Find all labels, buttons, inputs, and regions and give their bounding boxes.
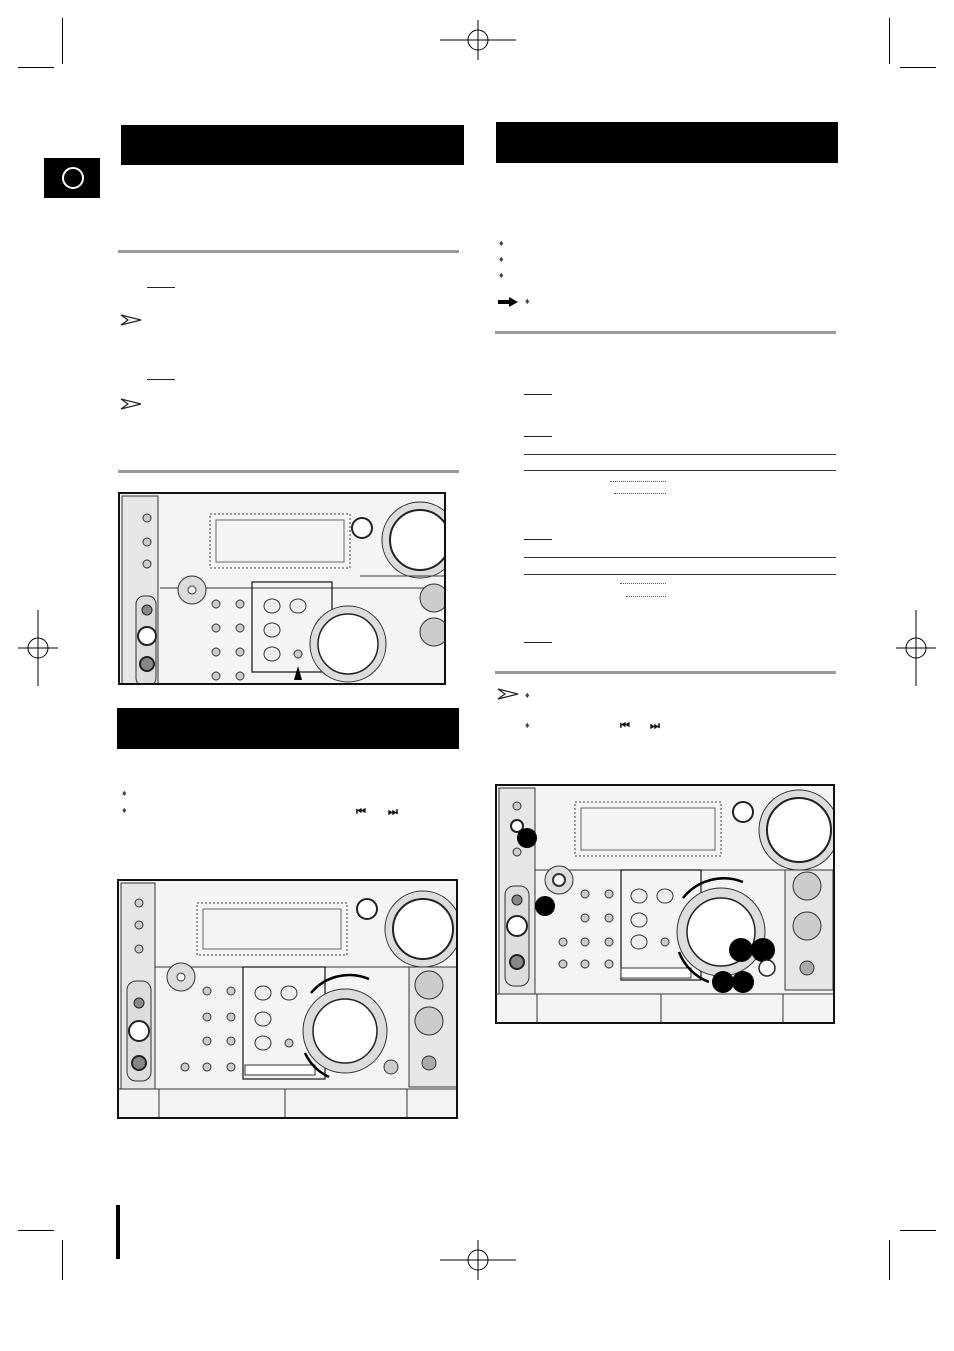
panel-drawing (120, 494, 446, 685)
diamond-icon: ♦ (122, 805, 127, 815)
crop-mark (889, 18, 890, 64)
panel-drawing (497, 786, 835, 1024)
diamond-icon: ♦ (525, 720, 530, 730)
diamond-icon: ♦ (499, 238, 504, 248)
dotted-leader (614, 493, 666, 494)
arrow-note-icon (120, 398, 142, 410)
table-rule (524, 574, 836, 575)
step-underline (147, 379, 175, 380)
crop-mark (62, 18, 63, 64)
skip-forward-icon: ⏭ (388, 806, 397, 818)
crop-mark (18, 1230, 54, 1231)
language-tab (44, 158, 100, 198)
registration-mark-bottom (440, 1240, 516, 1280)
skip-forward-icon: ⏭ (650, 720, 659, 732)
panel-drawing (119, 881, 458, 1119)
section-header-bar (117, 708, 459, 749)
crop-mark (889, 1240, 890, 1280)
section-divider (118, 470, 459, 473)
device-panel-illustration-3 (495, 784, 835, 1024)
table-rule (524, 557, 836, 558)
crop-mark (62, 1240, 63, 1280)
device-panel-illustration-1 (118, 492, 446, 685)
section-header-bar (121, 125, 464, 165)
diamond-icon: ♦ (525, 296, 530, 306)
step-underline (147, 287, 175, 288)
diamond-icon: ♦ (499, 270, 504, 280)
section-divider (495, 331, 836, 334)
section-header-bar (496, 122, 838, 163)
diamond-icon: ♦ (499, 254, 504, 264)
registration-mark-right (896, 610, 936, 686)
dotted-leader (610, 481, 666, 482)
dotted-leader (620, 583, 666, 584)
device-panel-illustration-2 (117, 879, 458, 1119)
diamond-icon: ♦ (122, 788, 127, 798)
skip-back-icon: ⏮ (620, 720, 629, 732)
step-underline (524, 539, 552, 540)
circle-icon (62, 167, 84, 189)
registration-mark-left (18, 610, 58, 686)
step-underline (524, 394, 552, 395)
skip-back-icon: ⏮ (356, 806, 365, 818)
crop-mark (18, 67, 54, 68)
pointing-hand-icon (497, 296, 519, 308)
registration-mark-top (440, 20, 516, 60)
arrow-note-icon (120, 314, 142, 326)
table-rule (524, 470, 836, 471)
step-underline (524, 436, 552, 437)
table-rule (524, 454, 836, 455)
crop-mark (900, 67, 936, 68)
page-number-bar (116, 1205, 120, 1259)
step-underline (524, 642, 552, 643)
dotted-leader (626, 596, 666, 597)
section-divider (495, 671, 836, 674)
diamond-icon: ♦ (525, 690, 530, 700)
crop-mark (900, 1230, 936, 1231)
arrow-note-icon (497, 688, 519, 700)
section-divider (118, 250, 459, 253)
